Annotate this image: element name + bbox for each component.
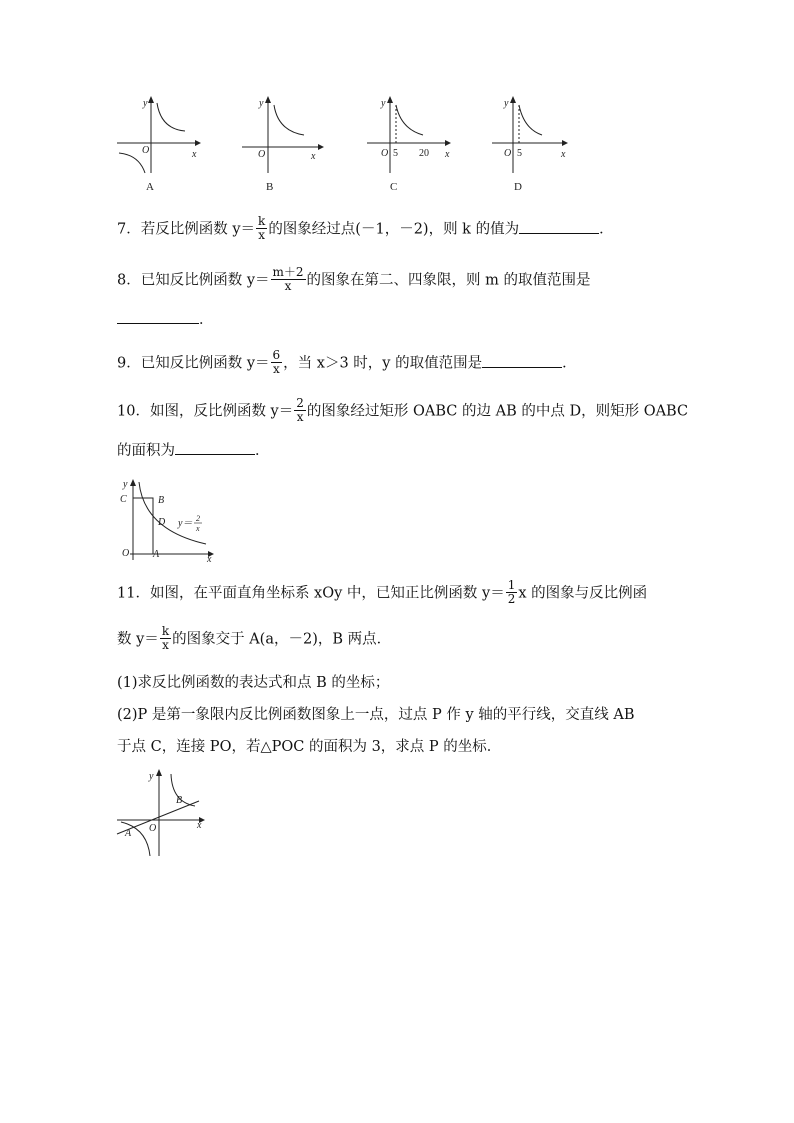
q11-figure xyxy=(115,768,215,860)
q11-part2-line2: 于点 C，连接 PO，若△POC 的面积为 3，求点 P 的坐标． xyxy=(117,739,502,755)
q7-text: 7．若反比例函数 y＝ xyxy=(117,221,256,238)
graph-c-plot xyxy=(365,95,455,175)
graph-c xyxy=(365,95,455,193)
graph-a-label: A xyxy=(146,181,154,193)
q10-fig-curve-num: 2 xyxy=(196,514,200,523)
q10-fig-y-label: y xyxy=(123,479,128,490)
graph-d-plot xyxy=(490,95,575,175)
graph-a-origin: O xyxy=(142,145,150,156)
q11-fig-point-b: B xyxy=(176,795,183,806)
graph-a-plot xyxy=(115,95,200,175)
q11-fig-origin: O xyxy=(149,823,157,834)
graph-c-x-label: x xyxy=(445,149,450,160)
graph-c-y-label: y xyxy=(381,98,386,109)
q10-fig-curve-den: x xyxy=(196,524,200,533)
question-11-line2 xyxy=(117,626,391,653)
graph-d xyxy=(490,95,575,193)
question-8-line2: ． xyxy=(117,309,214,331)
q7-answer-blank[interactable] xyxy=(519,219,599,234)
q9-text-2: ，当 x＞3 时，y 的取值范围是 xyxy=(283,355,483,372)
question-8 xyxy=(117,267,591,294)
graph-d-x-label: x xyxy=(561,149,566,160)
graph-d-y-label: y xyxy=(504,98,509,109)
graph-c-origin: O xyxy=(381,148,389,159)
q11-fig-point-a: A xyxy=(125,828,132,839)
graph-c-tick-5: 5 xyxy=(393,148,398,159)
q7-fraction: $\frac{k}{x}$ xyxy=(258,214,266,242)
graph-b-plot xyxy=(240,95,325,175)
q9-fraction: $\frac{6}{x}$ xyxy=(272,348,281,376)
q11-text-2: x 的图象与反比例函 xyxy=(518,585,648,602)
q10-answer-blank[interactable] xyxy=(175,440,255,455)
q10-fig-origin: O xyxy=(122,548,130,559)
graph-c-tick-20: 20 xyxy=(419,148,429,159)
q10-figure-plot xyxy=(116,478,216,565)
q11-text-3: 数 y＝ xyxy=(117,631,159,648)
q11-figure-plot xyxy=(115,768,215,860)
graph-b-y-label: y xyxy=(259,98,264,109)
q8-answer-blank[interactable] xyxy=(117,309,199,324)
q10-fig-point-c: C xyxy=(120,494,127,505)
question-9: 9．已知反比例函数 y＝ $\frac{6}{x}$ ，当 x＞3 时，y 的取值范围是 ． xyxy=(117,348,577,376)
q11-part1: (1)求反比例函数的表达式和点 B 的坐标； xyxy=(117,675,390,691)
graph-a-y-label: y xyxy=(143,98,148,109)
q11-fig-y-label: y xyxy=(149,771,154,782)
q10-text: 10．如图，反比例函数 y＝ xyxy=(117,403,294,420)
q10-fig-point-b: B xyxy=(158,495,165,506)
question-11 xyxy=(117,580,647,607)
q8-fraction: $\frac{m+2}{x}$ xyxy=(272,265,304,293)
q11-fraction-2: $\frac{k}{x}$ xyxy=(161,624,170,652)
q7-text-2: 的图象经过点(－1，－2)，则 k 的值为 xyxy=(268,221,520,238)
graph-b-origin: O xyxy=(258,149,266,160)
q11-fig-x-label: x xyxy=(197,820,202,831)
question-10 xyxy=(117,398,688,425)
graph-a xyxy=(115,95,200,193)
q10-fig-x-label: x xyxy=(207,554,212,565)
q10-fig-point-d: D xyxy=(158,517,166,528)
graph-d-label: D xyxy=(514,181,522,193)
graph-b xyxy=(240,95,325,193)
q10-fig-point-a: A xyxy=(153,549,160,560)
graph-d-origin: O xyxy=(504,148,512,159)
q10-text-2: 的图象经过矩形 OABC 的边 AB 的中点 D，则矩形 OABC xyxy=(306,403,689,420)
q11-part2: (2)P 是第一象限内反比例函数图象上一点，过点 P 作 y 轴的平行线，交直线 AB xyxy=(117,707,635,723)
q10-text-3: 的面积为 xyxy=(117,443,175,459)
q11-text-4: 的图象交于 A(a，－2)，B 两点． xyxy=(172,631,392,648)
q9-text: 9．已知反比例函数 y＝ xyxy=(117,355,270,372)
q11-text: 11．如图，在平面直角坐标系 xOy 中，已知正比例函数 y＝ xyxy=(117,585,505,602)
q9-answer-blank[interactable] xyxy=(482,353,562,368)
q8-text-2: 的图象在第二、四象限，则 m 的取值范围是 xyxy=(306,272,591,289)
graph-d-tick-5: 5 xyxy=(517,148,522,159)
question-7: 7．若反比例函数 y＝ $\frac{k}{x}$ 的图象经过点(－1，－2)，则 k 的值为 ． xyxy=(117,214,614,242)
q10-fig-curve-label: y＝ xyxy=(178,518,193,529)
graph-b-x-label: x xyxy=(311,151,316,162)
q11-fraction: $\frac{1}{2}$ xyxy=(507,578,516,606)
graph-b-label: B xyxy=(266,181,274,193)
q8-text: 8．已知反比例函数 y＝ xyxy=(117,272,270,289)
q10-figure xyxy=(116,478,216,565)
graph-c-label: C xyxy=(390,181,398,193)
q10-fraction: $\frac{2}{x}$ xyxy=(296,396,304,424)
graph-a-x-label: x xyxy=(192,149,197,160)
question-10-line2: 的面积为 ． xyxy=(117,440,270,462)
